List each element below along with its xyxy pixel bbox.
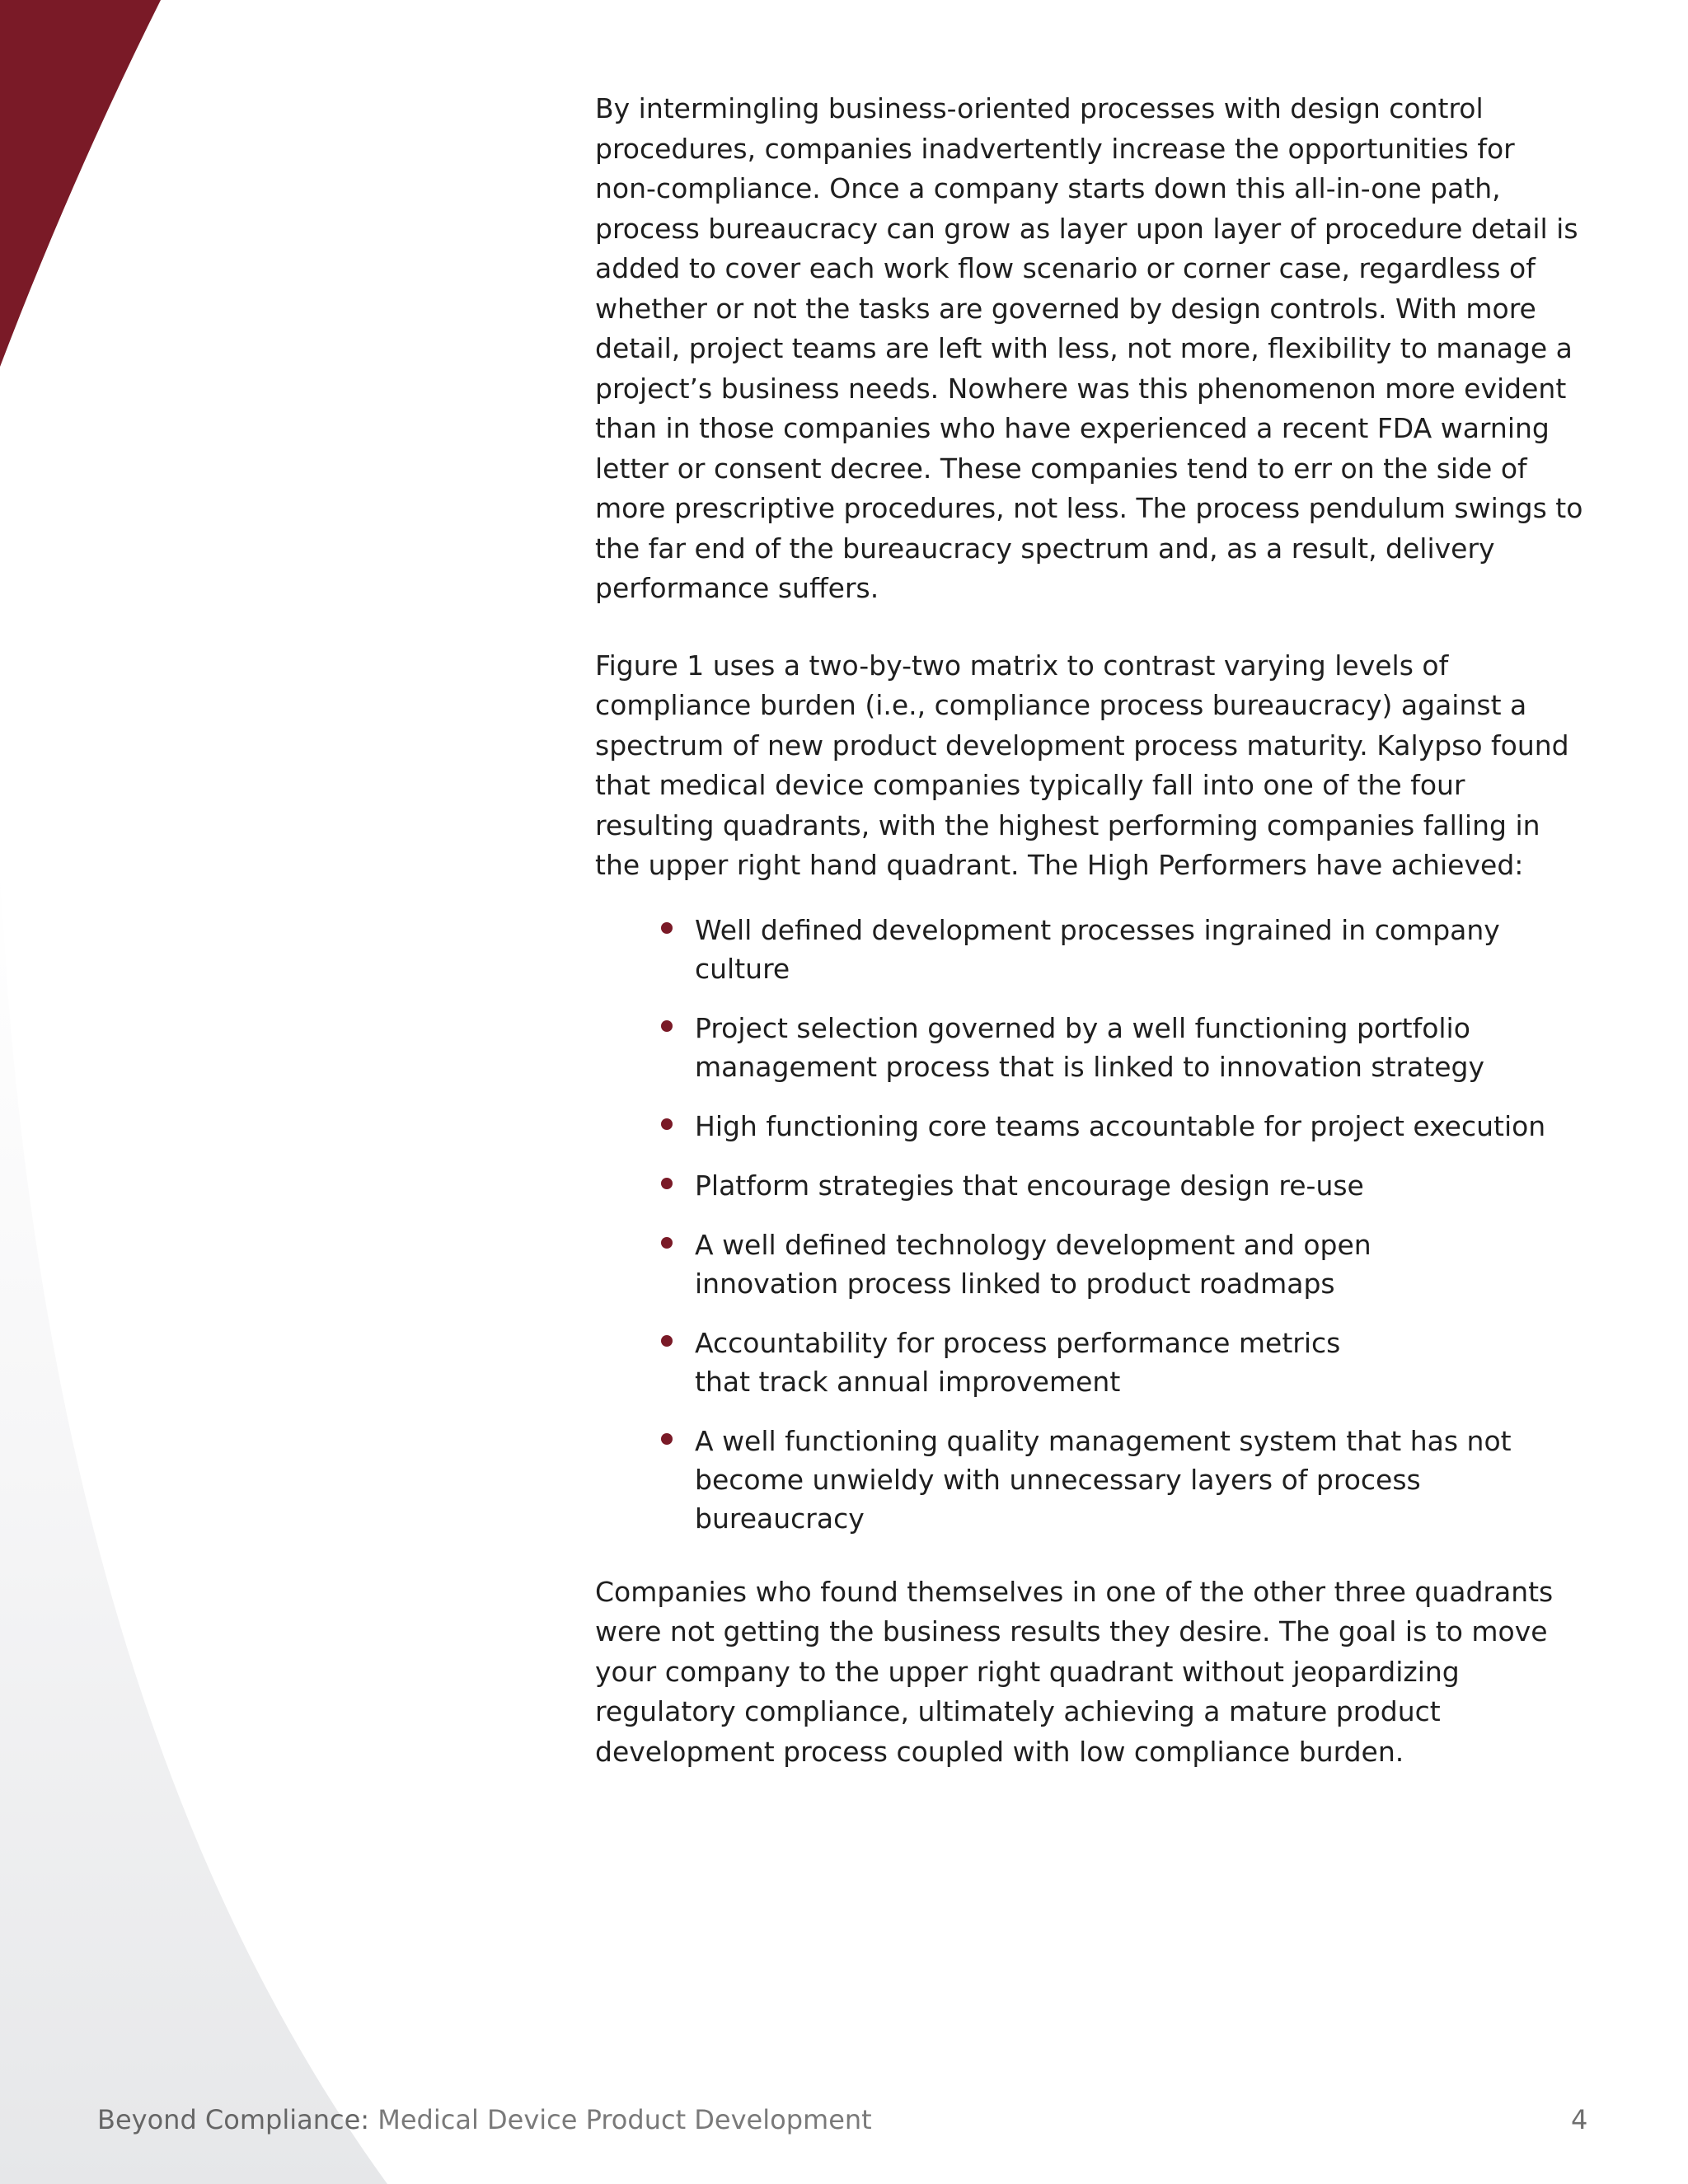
list-item [595, 1009, 1584, 1086]
bullet-dot-icon [661, 1118, 673, 1130]
body-paragraph-2: Figure 1 uses a two-by-two matrix to contrast varying levels of compliance burden (i.e., compliance process bureaucracy) against a spectrum of new product development process maturity. Kalypso found that medical device companies typically fall into one of the four resulting quadrants, with the highest performing companies falling in the upper right hand quadrant. The High Performers have achieved: [595, 649, 1569, 881]
list-item-text: High functioning core teams accountable for project execution [695, 1109, 1546, 1142]
page-number: 4 [1571, 2104, 1588, 2135]
bullet-dot-icon [661, 922, 673, 934]
bullet-dot-icon [661, 1433, 673, 1445]
main-content [595, 89, 1584, 1809]
bullet-dot-icon [661, 1178, 673, 1189]
body-paragraph-3: Companies who found themselves in one of the other three quadrants were not getting the business results they desire. The goal is to move your company to the upper right quadrant without jeopardizing regulatory compliance, ultimately achieving a mature product development process coupled with low compliance burden. [595, 1575, 1554, 1768]
list-item-text: Well defined development processes ingrained in company culture [695, 913, 1500, 985]
high-performers-list [595, 911, 1584, 1538]
list-item-text: Project selection governed by a well functioning portfolio management process that is linked to innovation strategy [695, 1011, 1485, 1083]
list-item-text: Platform strategies that encourage design re-use [695, 1169, 1364, 1202]
list-item-text: A well defined technology development and open innovation process linked to product roadmaps [695, 1228, 1372, 1300]
bullet-dot-icon [661, 1237, 673, 1249]
list-item [595, 911, 1584, 988]
list-item-text: A well functioning quality management system that has not become unwieldy with unnecessary layers of process bureaucracy [695, 1424, 1512, 1535]
maroon-corner-shape [0, 0, 161, 367]
footer-title-rest: Medical Device Product Development [369, 2104, 872, 2135]
footer-title [97, 2104, 872, 2135]
list-item-text: Accountability for process performance metrics that track annual improvement [695, 1326, 1341, 1398]
list-item [595, 1422, 1584, 1538]
bullet-dot-icon [661, 1335, 673, 1347]
list-item [595, 1324, 1584, 1401]
bullet-dot-icon [661, 1020, 673, 1032]
body-paragraph-1: By intermingling business-oriented processes with design control procedures, companies inadvertently increase the opportunities for non-compliance. Once a company starts down this all-in-one path, process bureaucracy can grow as layer upon layer of procedure detail is added to cover each work flow scenario or corner case, regardless of whether or not the tasks are governed by design controls. With more detail, project teams are left with less, not more, flexibility to manage a project’s business needs. Nowhere was this phenomenon more evident than in those companies who have experienced a recent FDA warning letter or consent decree. These companies tend to err on the side of more prescriptive procedures, not less. The process pendulum swings to the far end of the bureaucracy spectrum and, as a result, delivery performance suffers. [595, 92, 1583, 604]
footer-title-bold: Beyond Compliance: [97, 2104, 370, 2135]
gray-swoosh-shape [0, 865, 387, 2184]
list-item [595, 1107, 1584, 1146]
list-item [595, 1166, 1584, 1205]
list-item [595, 1226, 1584, 1303]
